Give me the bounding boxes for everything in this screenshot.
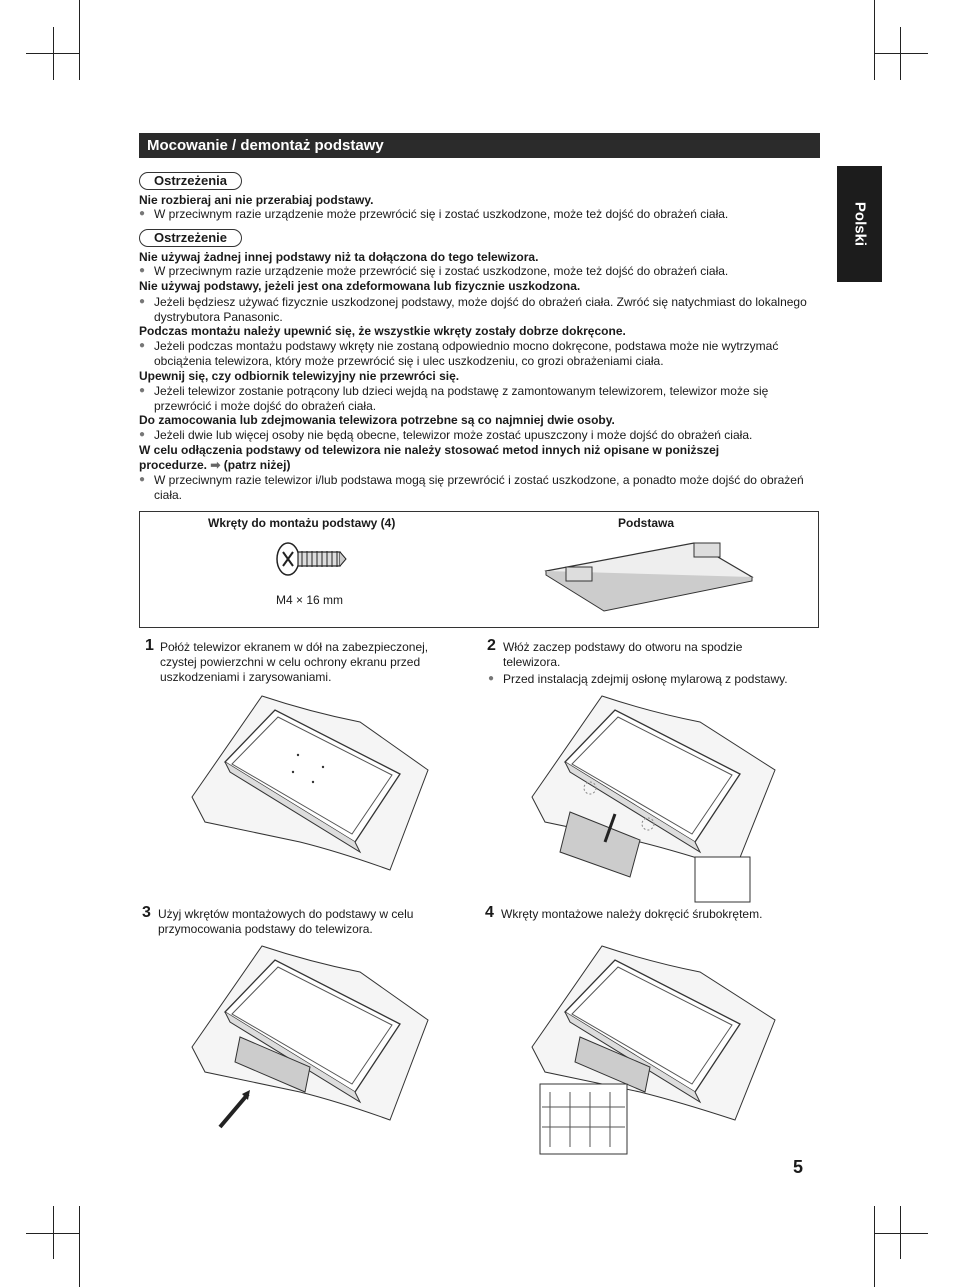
warning-bullet: ● W przeciwnym razie urządzenie może przewrócić się i zostać uszkodzone, może też dojść do obrażeń ciała. — [139, 207, 729, 221]
crop-mark — [874, 53, 928, 54]
warning-heading: Nie rozbieraj ani nie przerabiaj podstawy. — [139, 193, 374, 207]
step-text: Włóż zaczep podstawy do otworu na spodzie telewizora. — [503, 640, 743, 669]
caution-bullet: ● Jeżeli podczas montażu podstawy wkręty nie zostaną odpowiednio mocno dokręcone, podstawa może nie wytrzymać obciążenia telewizora, który może przewrócić się i ulec uszkodzeniu, co grozi obrażeniami ciała. — [139, 339, 779, 368]
screws-label: Wkręty do montażu podstawy (4) — [208, 516, 396, 530]
page-number: 5 — [793, 1157, 804, 1177]
arrow-right-icon: ➡ — [210, 457, 221, 472]
bullet-icon: ● — [139, 340, 146, 351]
bullet-icon: ● — [139, 296, 146, 307]
caution-bullet: ● W przeciwnym razie telewizor i/lub podstawa mogą się przewrócić i zostać uszkodzone, a ponadto może dojść do obrażeń ciała. — [139, 473, 804, 502]
bullet-icon: ● — [139, 208, 146, 219]
crop-mark — [79, 0, 80, 80]
caution-bullet: ● W przeciwnym razie urządzenie może przewrócić się i zostać uszkodzone, może też dojść do obrażeń ciała. — [139, 264, 729, 278]
stand-label: Podstawa — [618, 516, 675, 530]
step-bullet: ● Przed instalacją zdejmij osłonę mylarową z podstawy. — [488, 672, 788, 686]
caution-bullet: ● Jeżeli dwie lub więcej osoby nie będą obecne, telewizor może zostać upuszczony i może dojść do obrażeń ciała. — [139, 428, 753, 442]
stand-illustration — [544, 535, 754, 615]
crop-mark — [79, 1206, 80, 1287]
bullet-icon: ● — [139, 429, 146, 440]
bullet-icon: ● — [139, 385, 146, 396]
bullet-icon: ● — [139, 265, 146, 276]
bullet-icon: ● — [488, 673, 495, 684]
step-number: 4 — [485, 904, 494, 921]
crop-mark — [874, 0, 875, 80]
crop-mark — [874, 1206, 875, 1287]
crop-mark — [874, 1233, 928, 1234]
screw-insert-illustration — [190, 942, 430, 1132]
step-number: 1 — [145, 637, 154, 654]
caution-bullet: ● Jeżeli telewizor zostanie potrącony lub dzieci wejdą na podstawę z zamontowanym telewizorem, telewizor może się przewrócić i może dojść do obrażeń ciała. — [139, 384, 769, 413]
caution-heading: Do zamocowania lub zdejmowania telewizora potrzebne są co najmniej dwie osoby. — [139, 413, 615, 427]
step-number: 2 — [487, 637, 496, 654]
step-text: Wkręty montażowe należy dokręcić śrubokrętem. — [501, 907, 763, 921]
screws-size: M4 × 16 mm — [276, 593, 344, 607]
language-tab — [837, 166, 882, 282]
caution-heading: Podczas montażu należy upewnić się, że wszystkie wkręty zostały dobrze dokręcone. — [139, 324, 626, 338]
tv-face-down-illustration — [190, 692, 430, 872]
step-number: 3 — [142, 904, 151, 921]
caution-label: Ostrzeżenie — [139, 229, 242, 247]
crop-mark — [53, 1206, 54, 1259]
crop-mark — [900, 1206, 901, 1259]
caution-bullet: ● Jeżeli będziesz używać fizycznie uszkodzonej podstawy, może dojść do obrażeń ciała. Zwróć się natychmiast do lokalnego dystrybutora Panasonic. — [139, 295, 807, 324]
warnings-label: Ostrzeżenia — [139, 172, 242, 190]
step-text: Połóż telewizor ekranem w dół na zabezpieczonej, czystej powierzchni w celu ochrony ekranu przed uszkodzeniami i zarysowaniami. — [160, 640, 429, 684]
crop-mark — [53, 27, 54, 80]
caution-heading: Nie używaj żadnej innej podstawy niż ta dołączona do tego telewizora. — [139, 250, 539, 264]
step-text: Użyj wkrętów montażowych do podstawy w celu przymocowania podstawy do telewizora. — [158, 907, 414, 936]
screw-illustration — [274, 540, 354, 580]
stand-insert-illustration — [530, 692, 780, 882]
caution-heading: W celu odłączenia podstawy od telewizora nie należy stosować metod innych niż opisane w poniższej procedurze. ➡ (patrz niżej) — [139, 443, 720, 472]
crop-mark — [900, 27, 901, 80]
bullet-icon: ● — [139, 474, 146, 485]
screw-tighten-illustration — [530, 942, 780, 1157]
section-title: Mocowanie / demontaż podstawy — [139, 133, 820, 158]
caution-heading: Upewnij się, czy odbiornik telewizyjny nie przewróci się. — [139, 369, 460, 383]
language-tab-label: Polski — [851, 201, 868, 247]
caution-heading: Nie używaj podstawy, jeżeli jest ona zdeformowana lub fizycznie uszkodzona. — [139, 279, 581, 293]
